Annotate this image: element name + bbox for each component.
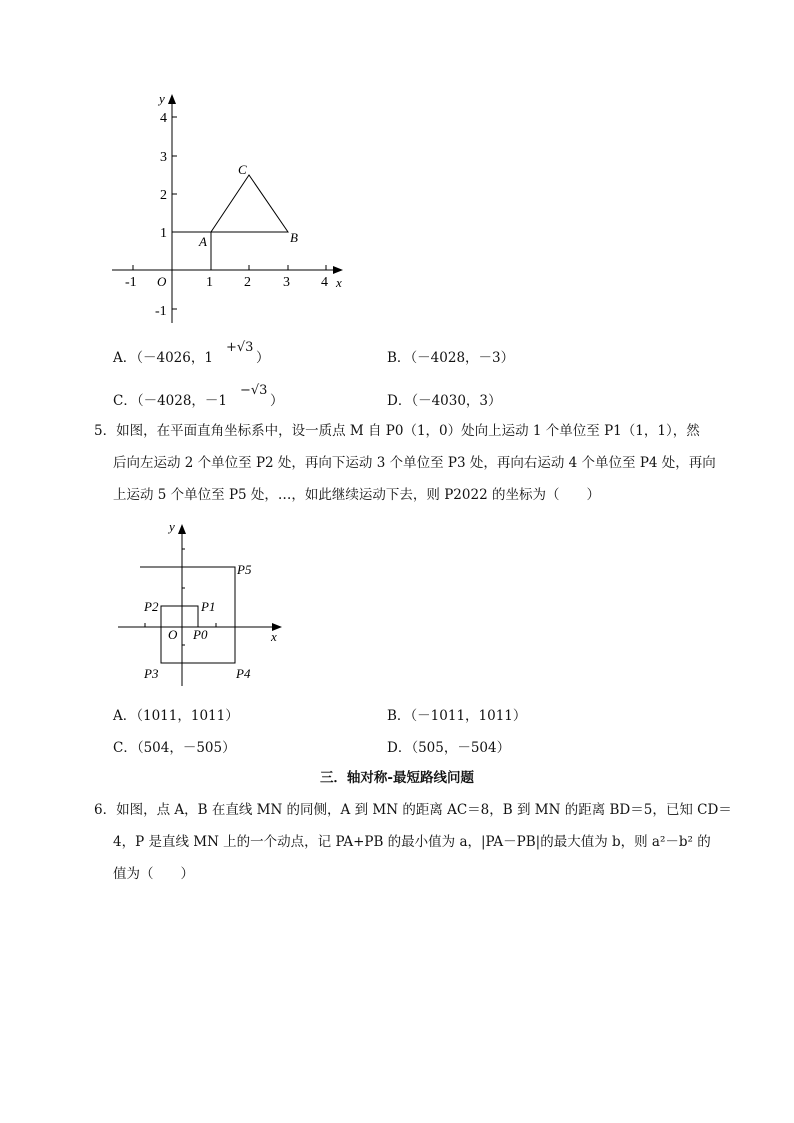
q5-option-a[interactable]: A．（1011，1011） xyxy=(113,708,239,724)
x-tick-label: 4 xyxy=(321,275,328,290)
q5-option-c[interactable]: C．（504，－505） xyxy=(113,740,236,756)
option-a-close: ） xyxy=(256,350,270,366)
x-tick-label: 1 xyxy=(206,275,213,290)
option-a-text: A．（－4026，1 xyxy=(113,350,213,366)
q6-line-3: 值为（ ） xyxy=(113,866,194,882)
q4-option-d[interactable]: D．（－4030，3） xyxy=(387,393,502,409)
triangle-abc xyxy=(211,175,288,232)
y-tick-label: 4 xyxy=(160,111,167,126)
option-c-close: ） xyxy=(270,393,284,409)
q5-option-b[interactable]: B．（－1011，1011） xyxy=(387,708,527,724)
origin-label: O xyxy=(157,274,167,289)
p4-label: P4 xyxy=(236,666,251,681)
point-a-label: A xyxy=(199,234,207,249)
figure-1-coordinate-plane xyxy=(100,85,360,330)
point-b-label: B xyxy=(290,230,298,245)
y-axis-arrow-icon xyxy=(168,94,176,104)
p1-label: P1 xyxy=(201,599,216,614)
y-tick-label: -1 xyxy=(155,304,167,319)
x-axis-arrow-icon xyxy=(333,266,343,274)
q6-line-2: 4，P 是直线 MN 上的一个动点，记 PA+PB 的最小值为 a，|PA－PB|的最大值为 b，则 a²－b² 的 xyxy=(113,834,711,850)
figure-2-spiral-path xyxy=(110,512,290,692)
option-c-root: −√3 xyxy=(240,383,268,398)
p3-label: P3 xyxy=(144,666,159,681)
y-tick-label: 3 xyxy=(160,150,167,165)
p0-label: P0 xyxy=(193,627,208,642)
x-tick-label: 3 xyxy=(283,275,290,290)
option-c-text: C．（－4028，－1 xyxy=(113,393,228,409)
origin-label: O xyxy=(168,627,178,642)
x-tick-label: -1 xyxy=(125,275,137,290)
y-axis-arrow-icon xyxy=(178,524,186,534)
q5-line-1: 5．如图，在平面直角坐标系中，设一质点 M 自 P0（1，0）处向上运动 1 个单位至 P1（1，1），然 xyxy=(94,423,700,439)
q5-line-3: 上运动 5 个单位至 P5 处，…，如此继续运动下去，则 P2022 的坐标为（ ） xyxy=(113,487,600,503)
section-title: 三．轴对称-最短路线问题 xyxy=(319,770,475,786)
p5-label: P5 xyxy=(237,562,252,577)
x-axis-label: x xyxy=(271,629,277,644)
q5-line-2: 后向左运动 2 个单位至 P2 处，再向下运动 3 个单位至 P3 处，再向右运动 4 个单位至 P4 处，再向 xyxy=(113,455,716,471)
p2-label: P2 xyxy=(144,599,159,614)
x-tick-label: 2 xyxy=(244,275,251,290)
q4-option-b[interactable]: B．（－4028，－3） xyxy=(387,350,515,366)
y-axis-label: y xyxy=(159,91,165,106)
x-axis-label: x xyxy=(336,275,342,290)
y-tick-label: 1 xyxy=(160,226,167,241)
q6-line-1: 6．如图，点 A，B 在直线 MN 的同侧，A 到 MN 的距离 AC＝8，B 到 MN 的距离 BD＝5，已知 CD＝ xyxy=(94,802,732,818)
y-axis-label: y xyxy=(169,519,175,534)
q5-option-d[interactable]: D．（505，－504） xyxy=(387,740,511,756)
q4-option-c[interactable] xyxy=(113,391,227,411)
point-c-label: C xyxy=(238,162,247,177)
spiral-path xyxy=(140,567,235,663)
option-a-root: +√3 xyxy=(226,340,254,355)
q4-option-a[interactable] xyxy=(113,348,213,368)
y-tick-label: 2 xyxy=(160,188,167,203)
